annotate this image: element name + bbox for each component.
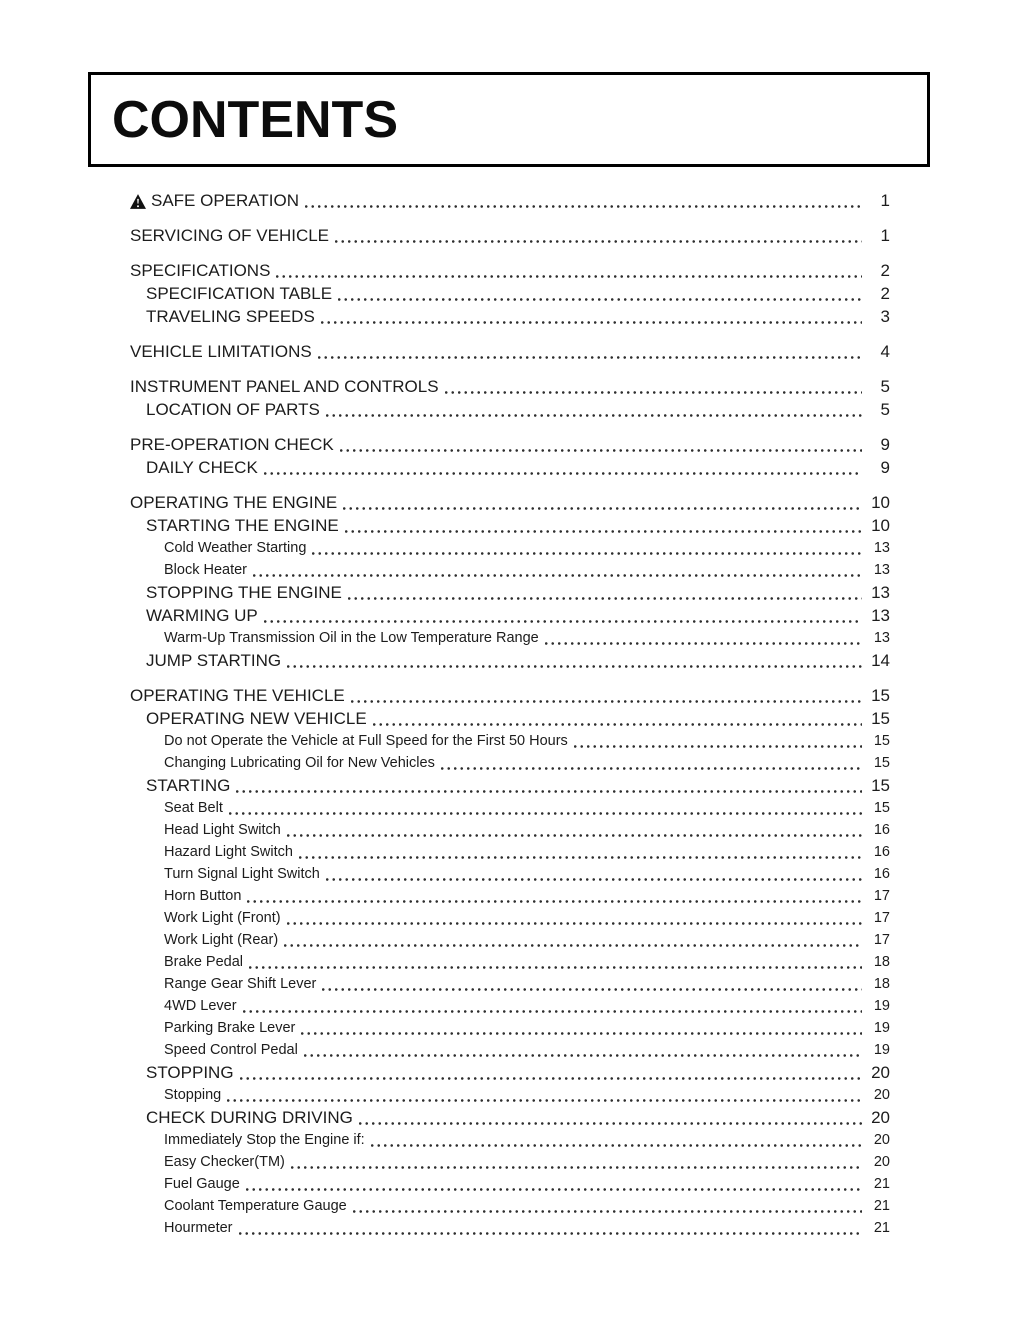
toc-entry [130, 819, 890, 841]
dot-leader [318, 356, 862, 359]
dot-leader [359, 1122, 862, 1125]
dot-leader [326, 414, 862, 417]
toc-entry-page-number: 16 [873, 822, 890, 838]
toc-entry [130, 224, 890, 247]
toc-entry [130, 774, 890, 797]
toc-entry-page-number: 13 [871, 583, 890, 602]
toc-entry [130, 604, 890, 627]
toc-entry [130, 929, 890, 951]
toc-entry [130, 951, 890, 973]
dot-leader [351, 700, 862, 703]
toc-entry [130, 1084, 890, 1106]
toc-entry-label: Horn Button [164, 888, 242, 904]
toc-entry-page-number: 2 [880, 284, 890, 303]
toc-entry-page-number: 4 [880, 342, 890, 361]
toc-entry [130, 305, 890, 328]
toc-entry-label: 4WD Lever [164, 998, 237, 1014]
toc-entry-label: Fuel Gauge [164, 1176, 240, 1192]
dot-leader [312, 552, 862, 555]
toc-entry [130, 797, 890, 819]
toc-entry-label: Stopping [164, 1087, 222, 1103]
dot-leader [264, 472, 862, 475]
toc-entry-page-number: 20 [871, 1108, 890, 1127]
toc-entry [130, 1106, 890, 1129]
toc-entry-page-number: 2 [880, 261, 890, 280]
toc-entry-label: OPERATING NEW VEHICLE [146, 709, 367, 728]
dot-leader [338, 298, 862, 301]
toc-entry-label: Hazard Light Switch [164, 844, 293, 860]
toc-entry-page-number: 1 [880, 191, 890, 210]
toc-entry-label: WARMING UP [146, 606, 258, 625]
toc-entry-label: VEHICLE LIMITATIONS [130, 342, 312, 361]
toc-entry-label: Brake Pedal [164, 954, 243, 970]
dot-leader [343, 507, 862, 510]
dot-leader [322, 988, 862, 991]
toc-entry [130, 1129, 890, 1151]
dot-leader [321, 321, 862, 324]
dot-leader [239, 1232, 863, 1235]
toc-entry-label: PRE-OPERATION CHECK [130, 435, 334, 454]
toc-entry [130, 1039, 890, 1061]
toc-entry-page-number: 21 [873, 1220, 890, 1236]
toc-entry-label: Work Light (Front) [164, 910, 281, 926]
toc-entry [130, 730, 890, 752]
toc-entry [130, 491, 890, 514]
toc-entry [130, 973, 890, 995]
toc-entry-page-number: 10 [871, 516, 890, 535]
toc-entry [130, 537, 890, 559]
toc-entry-page-number: 15 [873, 755, 890, 771]
toc-entry-label: Easy Checker(TM) [164, 1154, 285, 1170]
toc-entry-page-number: 9 [880, 435, 890, 454]
toc-entry-page-number: 13 [873, 562, 890, 578]
toc-entry [130, 863, 890, 885]
toc-entry [130, 752, 890, 774]
toc-entry [130, 684, 890, 707]
dot-leader [249, 966, 862, 969]
toc-entry-page-number: 14 [871, 651, 890, 670]
toc-entry-label: LOCATION OF PARTS [146, 400, 320, 419]
dot-leader [299, 856, 862, 859]
toc-entry-page-number: 15 [871, 776, 890, 795]
dot-leader [326, 878, 862, 881]
toc-entry-page-number: 13 [871, 606, 890, 625]
toc-entry-page-number: 5 [880, 377, 890, 396]
toc-entry-label: Head Light Switch [164, 822, 281, 838]
toc-entry-label: STARTING [146, 776, 231, 795]
toc-entry-page-number: 15 [873, 800, 890, 816]
dot-leader [305, 205, 862, 208]
dot-leader [348, 597, 862, 600]
toc-entry-page-number: 19 [873, 1042, 890, 1058]
toc-entry-page-number: 16 [873, 866, 890, 882]
toc-entry [130, 907, 890, 929]
toc-entry [130, 559, 890, 581]
toc-entry-page-number: 20 [873, 1087, 890, 1103]
toc-entry-label: Cold Weather Starting [164, 540, 307, 556]
toc-entry [130, 456, 890, 479]
toc-entry-label: Seat Belt [164, 800, 223, 816]
toc-entry [130, 514, 890, 537]
toc-entry [130, 398, 890, 421]
toc-entry [130, 885, 890, 907]
dot-leader [304, 1054, 862, 1057]
toc-entry-page-number: 5 [880, 400, 890, 419]
toc-entry [130, 340, 890, 363]
toc-entry-label: Coolant Temperature Gauge [164, 1198, 347, 1214]
dot-leader [229, 812, 862, 815]
dot-leader [340, 449, 862, 452]
dot-leader [574, 745, 862, 748]
toc-entry [130, 1061, 890, 1084]
dot-leader [353, 1210, 862, 1213]
dot-leader [253, 574, 862, 577]
toc-entry [130, 707, 890, 730]
toc-entry-label: SPECIFICATIONS [130, 261, 271, 280]
toc-entry-page-number: 21 [873, 1198, 890, 1214]
toc-entry [130, 581, 890, 604]
toc-entry-label: Hourmeter [164, 1220, 233, 1236]
toc-entry [130, 841, 890, 863]
toc-entry-label: STOPPING [146, 1063, 234, 1082]
toc-entry-page-number: 1 [880, 226, 890, 245]
toc-entry-label: OPERATING THE VEHICLE [130, 686, 345, 705]
dot-leader [287, 922, 862, 925]
toc-entry-page-number: 16 [873, 844, 890, 860]
dot-leader [227, 1099, 862, 1102]
toc-entry [130, 375, 890, 398]
dot-leader [240, 1077, 862, 1080]
toc-entry-label: Block Heater [164, 562, 248, 578]
toc-entry-label: TRAVELING SPEEDS [146, 307, 315, 326]
toc-entry-label: SAFE OPERATION [151, 191, 299, 210]
toc-entry-page-number: 13 [873, 630, 890, 646]
toc-entry [130, 259, 890, 282]
toc-entry-page-number: 15 [873, 733, 890, 749]
dot-leader [291, 1166, 862, 1169]
toc-entry-page-number: 3 [880, 307, 890, 326]
dot-leader [276, 275, 862, 278]
toc-entry-label: INSTRUMENT PANEL AND CONTROLS [130, 377, 439, 396]
dot-leader [301, 1032, 862, 1035]
toc-entry-label: JUMP STARTING [146, 651, 282, 670]
toc-entry-page-number: 15 [871, 709, 890, 728]
dot-leader [445, 391, 862, 394]
toc-entry-label: OPERATING THE ENGINE [130, 493, 338, 512]
dot-leader [441, 767, 862, 770]
toc-entry [130, 1173, 890, 1195]
toc-entry-label: Do not Operate the Vehicle at Full Speed for the First 50 Hours [164, 733, 568, 749]
dot-leader [287, 665, 862, 668]
toc-entry-page-number: 19 [873, 1020, 890, 1036]
dot-leader [545, 642, 862, 645]
dot-leader [264, 620, 862, 623]
toc-entry-page-number: 20 [873, 1132, 890, 1148]
toc-entry-page-number: 17 [873, 910, 890, 926]
page-title: CONTENTS [112, 90, 398, 149]
toc-entry [130, 1017, 890, 1039]
dot-leader [246, 1188, 862, 1191]
toc-entry-page-number: 17 [873, 932, 890, 948]
toc-entry-page-number: 21 [873, 1176, 890, 1192]
toc-entry-label: SERVICING OF VEHICLE [130, 226, 330, 245]
dot-leader [247, 900, 862, 903]
toc-entry [130, 1217, 890, 1239]
dot-leader [373, 723, 862, 726]
toc-entry-page-number: 20 [873, 1154, 890, 1170]
dot-leader [284, 944, 862, 947]
toc-entry [130, 995, 890, 1017]
warning-triangle-icon [130, 194, 146, 209]
toc-entry-page-number: 15 [871, 686, 890, 705]
toc-entry-page-number: 18 [873, 976, 890, 992]
toc-entry [130, 1151, 890, 1173]
toc-entry-label: Turn Signal Light Switch [164, 866, 320, 882]
toc-entry-page-number: 20 [871, 1063, 890, 1082]
toc-entry-page-number: 10 [871, 493, 890, 512]
dot-leader [371, 1144, 862, 1147]
toc-entry-page-number: 13 [873, 540, 890, 556]
toc-entry-label: Work Light (Rear) [164, 932, 279, 948]
toc-entry [130, 189, 890, 212]
toc-entry [130, 282, 890, 305]
toc-entry [130, 1195, 890, 1217]
toc-entry [130, 627, 890, 649]
toc-entry-page-number: 9 [880, 458, 890, 477]
dot-leader [345, 530, 862, 533]
toc-entry-page-number: 19 [873, 998, 890, 1014]
toc-entry-page-number: 17 [873, 888, 890, 904]
toc-entry-label: Speed Control Pedal [164, 1042, 298, 1058]
toc-entry-label: Immediately Stop the Engine if: [164, 1132, 365, 1148]
dot-leader [287, 834, 862, 837]
toc-entry-label: SPECIFICATION TABLE [146, 284, 333, 303]
toc-entry [130, 649, 890, 672]
toc-entry-label: Warm-Up Transmission Oil in the Low Temperature Range [164, 630, 539, 646]
table-of-contents [130, 177, 890, 1239]
contents-title-box [88, 72, 930, 167]
toc-entry-label: STARTING THE ENGINE [146, 516, 339, 535]
toc-entry-label: STOPPING THE ENGINE [146, 583, 342, 602]
dot-leader [243, 1010, 862, 1013]
toc-entry-label: CHECK DURING DRIVING [146, 1108, 353, 1127]
toc-entry-label: Range Gear Shift Lever [164, 976, 317, 992]
dot-leader [236, 790, 862, 793]
dot-leader [335, 240, 862, 243]
toc-entry-label: Changing Lubricating Oil for New Vehicles [164, 755, 435, 771]
toc-entry-label: DAILY CHECK [146, 458, 258, 477]
toc-entry-label: Parking Brake Lever [164, 1020, 296, 1036]
toc-entry [130, 433, 890, 456]
toc-entry-page-number: 18 [873, 954, 890, 970]
